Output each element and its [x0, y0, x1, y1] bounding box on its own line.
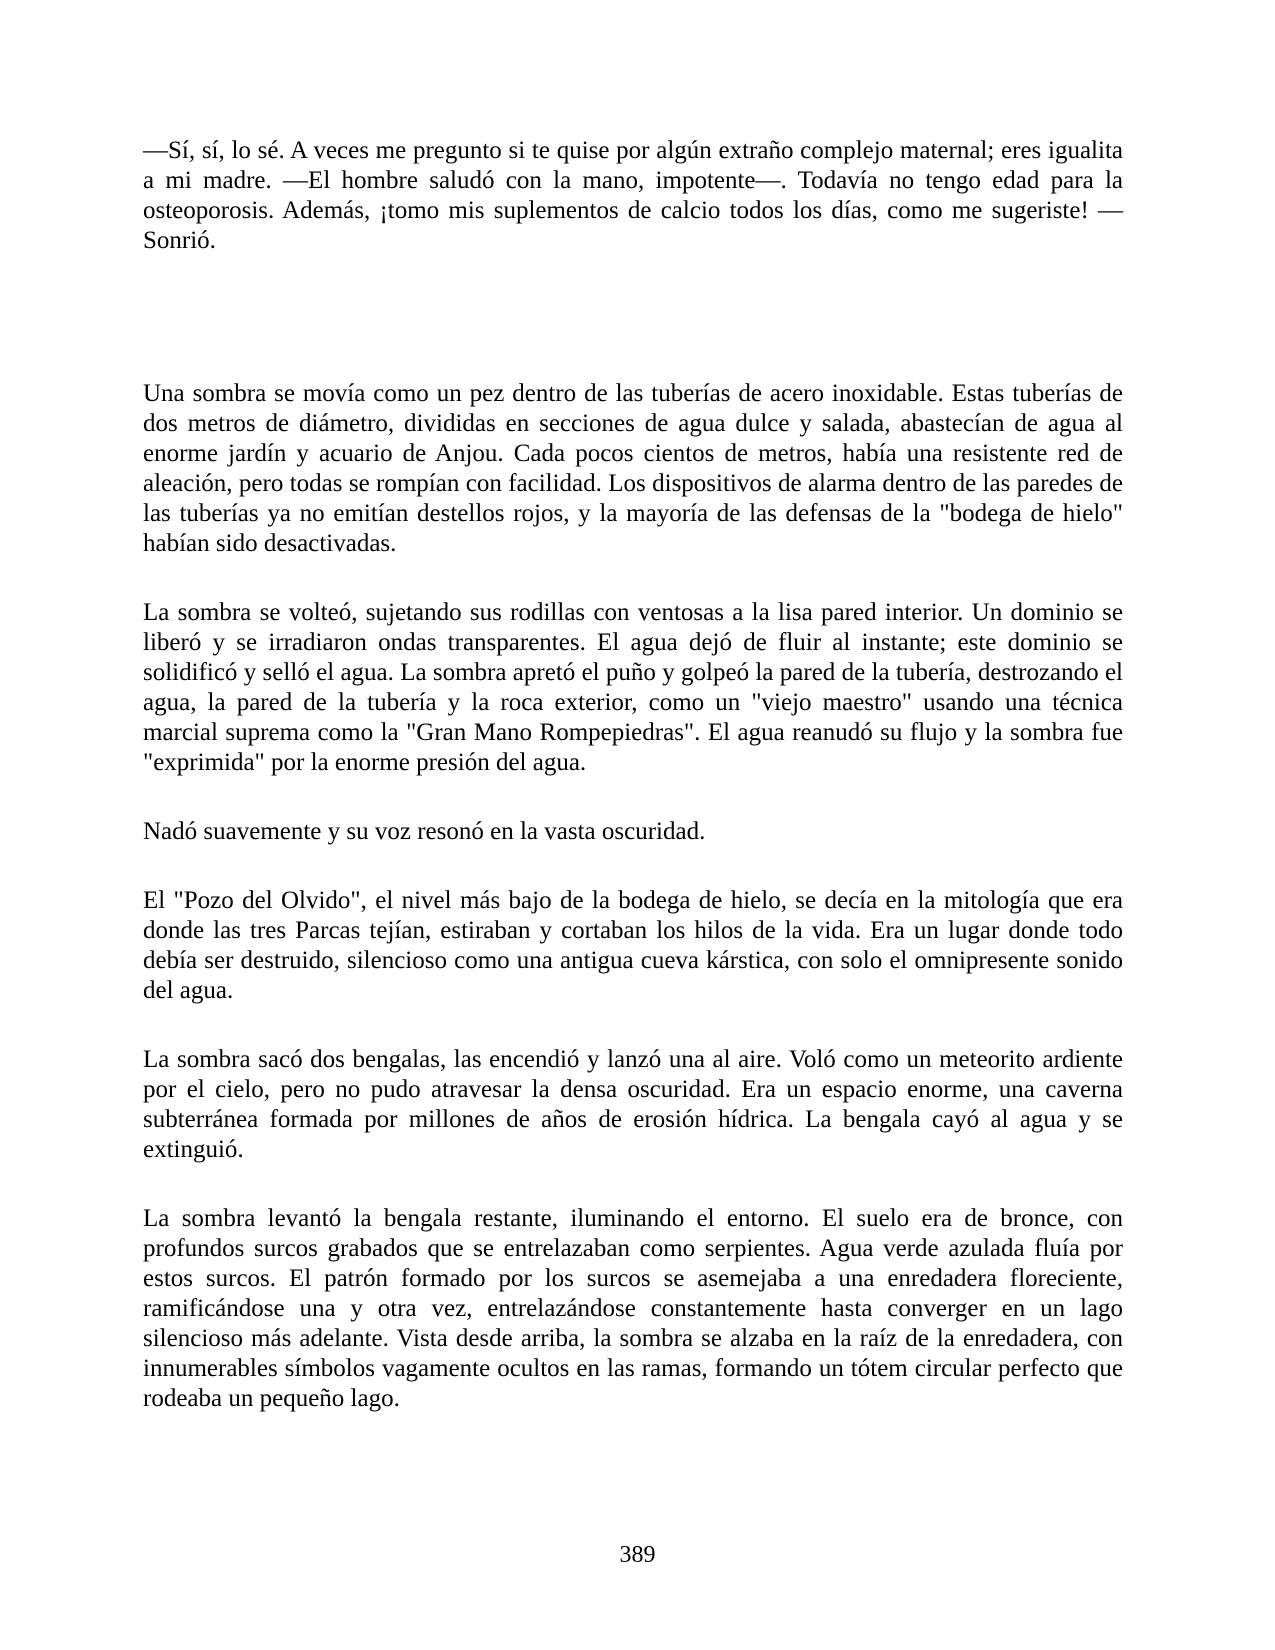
paragraph-bengala-restante: La sombra levantó la bengala restante, iluminando el entorno. El suelo era de bronce, con profundos surcos grabados que se entrelazaban como serpientes. Agua verde azulada fluía por estos surcos. El patrón formado por los surcos se asemejaba a una enredadera floreciente, ramificándose una y otra vez, entrelazándose constantemente hasta converger en un lago silencioso más adelante. Vista desde arriba, la sombra se alzaba en la raíz de la enredadera, con innumerables símbolos vagamente ocultos en las ramas, formando un tótem circular perfecto que rodeaba un pequeño lago.	[143, 1205, 1123, 1412]
paragraph-scene-start: Una sombra se movía como un pez dentro de las tuberías de acero inoxidable. Estas tuberías de dos metros de diámetro, divididas en secciones de agua dulce y salada, abastecían de agua al enorme jardín y acuario de Anjou. Cada pocos cientos de metros, había una resistente red de aleación, pero todas se rompían con facilidad. Los dispositivos de alarma dentro de las paredes de las tuberías ya no emitían destellos rojos, y la mayoría de las defensas de la "bodega de hielo" habían sido desactivadas.	[143, 380, 1123, 557]
text-block	[143, 136, 1123, 1453]
paragraph-dialogue: —Sí, sí, lo sé. A veces me pregunto si te quise por algún extraño complejo maternal; eres igualita a mi madre. —El hombre saludó con la mano, impotente—. Todavía no tengo edad para la osteoporosis. Además, ¡tomo mis suplementos de calcio todos los días, como me sugeriste! — Sonrió.	[143, 137, 1123, 254]
paragraph-swim: Nadó suavemente y su voz resonó en la vasta oscuridad.	[143, 818, 706, 845]
paragraph-bengalas: La sombra sacó dos bengalas, las encendió y lanzó una al aire. Voló como un meteorito ardiente por el cielo, pero no pudo atravesar la densa oscuridad. Era un espacio enorme, una caverna subterránea formada por millones de años de erosión hídrica. La bengala cayó al agua y se extinguió.	[143, 1046, 1123, 1163]
page-number: 389	[619, 1542, 656, 1568]
paragraph-pozo-del-olvido: El "Pozo del Olvido", el nivel más bajo de la bodega de hielo, se decía en la mitología que era donde las tres Parcas tejían, estiraban y cortaban los hilos de la vida. Era un lugar donde todo debía ser destruido, silencioso como una antigua cueva kárstica, con solo el omnipresente sonido del agua.	[143, 887, 1123, 1004]
paragraph-shadow-turns: La sombra se volteó, sujetando sus rodillas con ventosas a la lisa pared interior. Un dominio se liberó y se irradiaron ondas transparentes. El agua dejó de fluir al instante; este dominio se solidificó y selló el agua. La sombra apretó el puño y golpeó la pared de la tubería, destrozando el agua, la pared de la tubería y la roca exterior, como un "viejo maestro" usando una técnica marcial suprema como la "Gran Mano Rompepiedras". El agua reanudó su flujo y la sombra fue "exprimida" por la enorme presión del agua.	[143, 599, 1123, 776]
